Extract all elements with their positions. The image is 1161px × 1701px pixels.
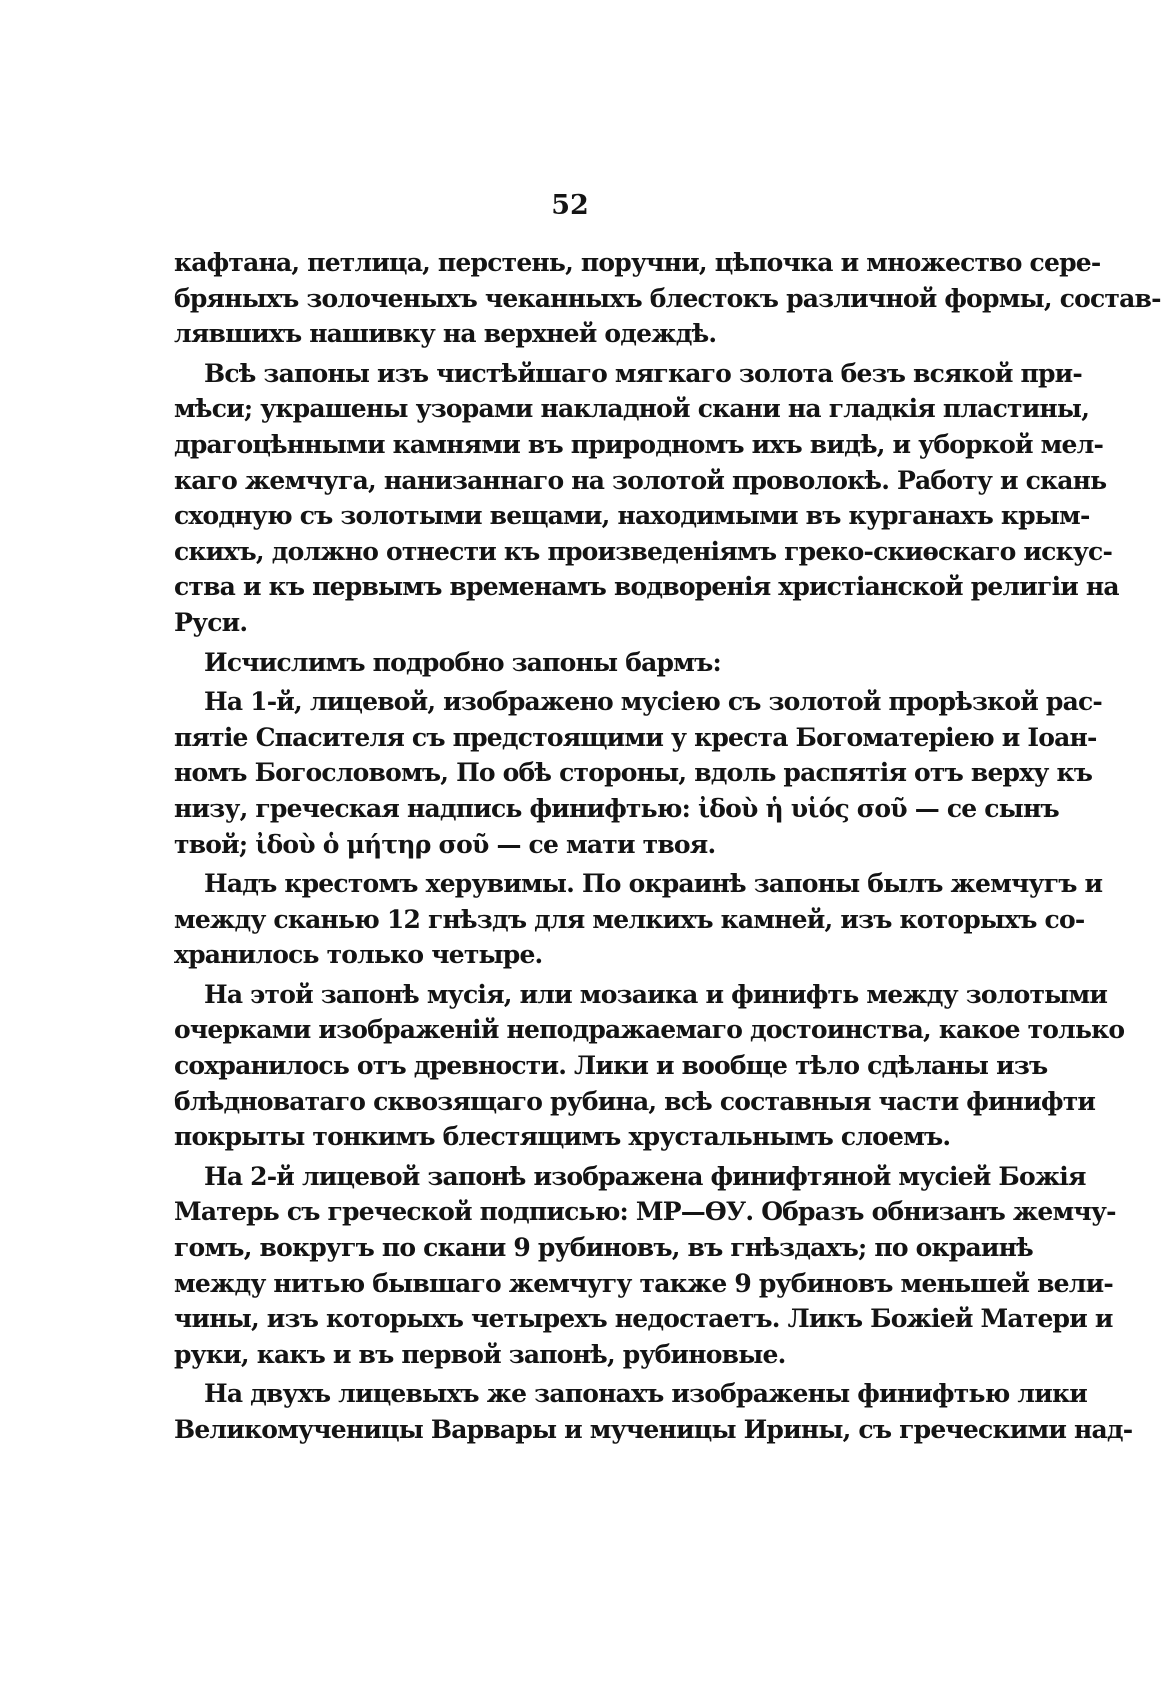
text-line: очерками изображеній неподражаемаго достоинства, какое только (174, 1015, 1125, 1045)
text-line: Великомученицы Варвары и мученицы Ирины, съ греческими над- (174, 1415, 1133, 1444)
text-line: драгоцѣнными камнями въ природномъ ихъ видѣ, и уборкой мел- (174, 429, 1104, 459)
text-line: Надъ крестомъ херувимы. По окраинѣ запоны былъ жемчугъ и (204, 869, 1103, 899)
paragraph (174, 684, 1102, 862)
text-line: твой; ἰδοὺ ὁ μήτηρ σοῦ — се мати твоя. (174, 829, 716, 859)
text-line: ства и къ первымъ временамъ водворенія христіанской религіи на (174, 572, 1119, 602)
paragraph (174, 645, 966, 681)
paragraph (174, 1159, 1116, 1373)
body-text (174, 245, 1161, 1448)
page-number: 52 (551, 190, 589, 221)
text-line: между нитью бывшаго жемчугу также 9 рубиновъ меньшей вели- (174, 1268, 1113, 1298)
text-line: На 2-й лицевой запонѣ изображена финифтяной мусіей Божія (204, 1161, 1086, 1191)
text-line: Исчислимъ подробно запоны бармъ: (204, 647, 721, 677)
text-line: гомъ, вокругъ по скани 9 рубиновъ, въ гнѣздахъ; по окраинѣ (174, 1233, 1033, 1263)
text-line: сохранилось отъ древности. Лики и вообще тѣло сдѣланы изъ (174, 1051, 1048, 1081)
text-line: Руси. (174, 607, 248, 637)
text-line: кафтана, петлица, перстень, поручни, цѣпочка и множество сере- (174, 248, 1101, 277)
text-line: сходную съ золотыми вещами, находимыми въ курганахъ крым- (174, 501, 1090, 531)
paragraph (174, 245, 1161, 352)
text-line: На этой запонѣ мусія, или мозаика и финифть между золотыми (204, 979, 1108, 1009)
text-line: номъ Богословомъ, По обѣ стороны, вдоль распятія отъ верху къ (174, 758, 1093, 788)
text-line: между сканью 12 гнѣздъ для мелкихъ камней, изъ которыхъ со- (174, 904, 1085, 934)
text-line: лявшихъ нашивку на верхней одеждѣ. (174, 319, 717, 349)
text-line: На 1-й, лицевой, изображено мусіею съ золотой прорѣзкой рас- (204, 687, 1102, 717)
paragraph (174, 1376, 1133, 1447)
text-line: чины, изъ которыхъ четырехъ недостаетъ. Ликъ Божіей Матери и (174, 1304, 1113, 1334)
text-line: низу, греческая надпись финифтью: ἰδοὺ ἡ υἱός σοῦ — се сынъ (174, 793, 1059, 823)
text-line: скихъ, должно отнести къ произведеніямъ греко-скиѳскаго искус- (174, 536, 1113, 566)
text-line: пятіе Спасителя съ предстоящими у креста Богоматеріею и Іоан- (174, 722, 1097, 752)
paragraph (174, 866, 1103, 973)
text-line: Всѣ запоны изъ чистѣйшаго мягкаго золота безъ всякой при- (204, 358, 1082, 388)
text-line: каго жемчуга, нанизаннаго на золотой проволокѣ. Работу и скань (174, 465, 1107, 495)
text-line: покрыты тонкимъ блестящимъ хрустальнымъ слоемъ. (174, 1122, 951, 1152)
text-line: мѣси; украшены узорами накладной скани на гладкія пластины, (174, 394, 1090, 424)
text-line: бряныхъ золоченыхъ чеканныхъ блестокъ различной формы, состав- (174, 283, 1161, 313)
text-line: На двухъ лицевыхъ же запонахъ изображены финифтью лики (204, 1379, 1087, 1409)
text-line: Матерь съ греческой подписью: МР—ѲУ. Образъ обнизанъ жемчу- (174, 1197, 1116, 1227)
text-line: руки, какъ и въ первой запонѣ, рубиновые. (174, 1339, 786, 1369)
text-line: блѣдноватаго сквозящаго рубина, всѣ составныя части финифти (174, 1086, 1096, 1116)
paragraph (174, 356, 1119, 641)
text-line: хранилось только четыре. (174, 940, 543, 970)
paragraph (174, 977, 1125, 1155)
